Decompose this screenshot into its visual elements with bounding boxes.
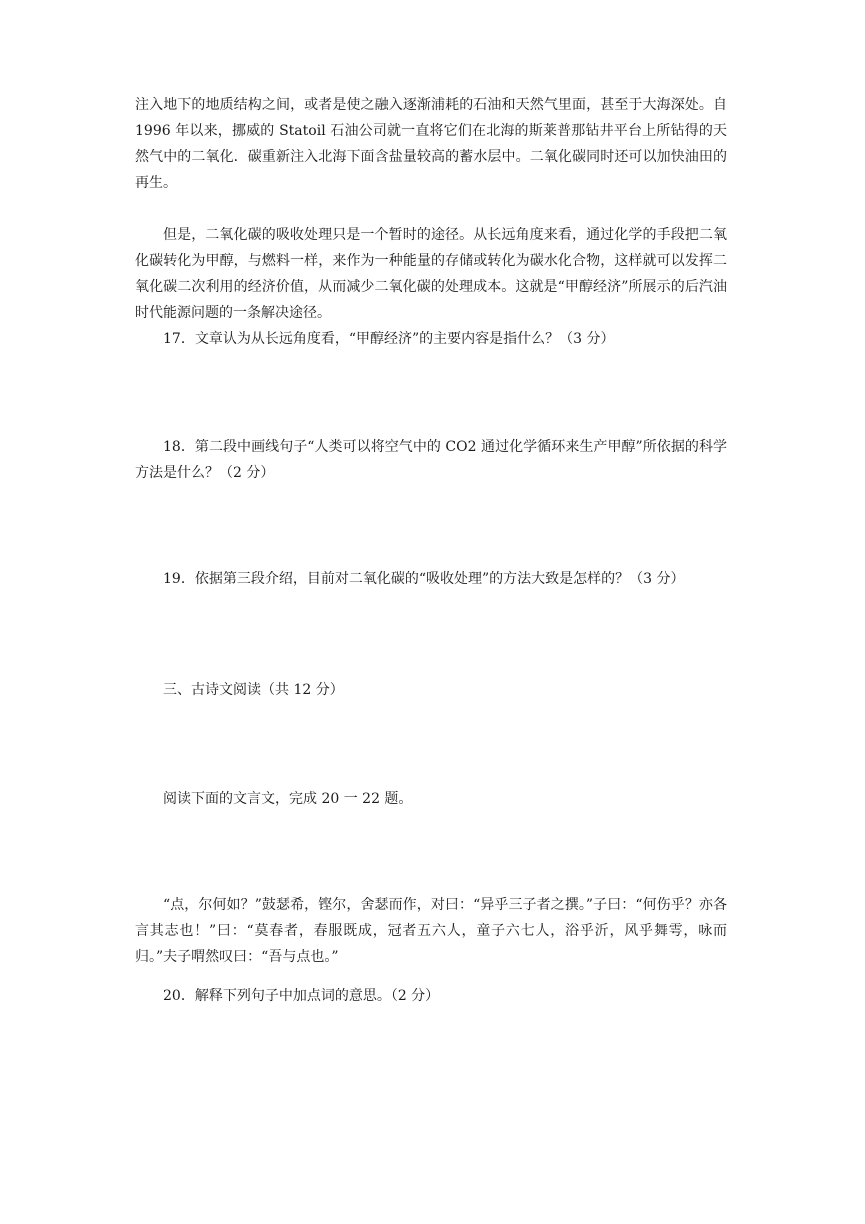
question-20: 20．解释下列句子中加点词的意思。（2 分）: [163, 988, 440, 1004]
paragraph-co2-storage: 注入地下的地质结构之间，或者是使之融入逐渐浦耗的石油和天然气里面，甚至于大海深处。自 1996 年以来，挪威的 Statoil 石油公司就一直将它们在北海的斯莱普那钻井平台上所钻得的天然气中的二氧化．碳重新注入北海下面含盐量较高的蓄水层中。二氧化碳同时还可以加快油田的再生。: [135, 97, 727, 191]
paragraph-methanol-economy: 但是，二氧化碳的吸收处理只是一个暂时的途径。从长远角度来看，通过化学的手段把二氧化碳转化为甲醇，与燃料一样，来作为一种能量的存储或转化为碳水化合物，这样就可以发挥二氧化碳二次利用的经济价值，从而减少二氧化碳的处理成本。这就是“甲醇经济”所展示的后汽油时代能源问题的一条解决途径。: [135, 227, 727, 321]
question-17: 17．文章认为从长远角度看，“甲醇经济”的主要内容是指什么？（3 分）: [163, 331, 615, 347]
question-19: 19．依据第三段介绍，目前对二氧化碳的“吸收处理”的方法大致是怎样的？（3 分）: [163, 571, 685, 587]
question-18: 18．第二段中画线句子“人类可以将空气中的 CO2 通过化学循环来生产甲醇”所依据的科学方法是什么？（2 分）: [135, 439, 727, 481]
classical-text-passage: “点，尔何如？”鼓瑟希，铿尔，舍瑟而作，对曰：“异乎三子者之撰。”子曰：“何伤乎？亦各言其志也！”曰：“莫春者，春服既成，冠者五六人，童子六七人，浴乎沂，风乎舞雩，咏而归。”夫子喟然叹曰：“吾与点也。”: [135, 897, 727, 965]
reading-instruction: 阅读下面的文言文，完成 20 一 22 题。: [163, 791, 413, 807]
section-3-heading: 三、古诗文阅读（共 12 分）: [163, 682, 344, 698]
